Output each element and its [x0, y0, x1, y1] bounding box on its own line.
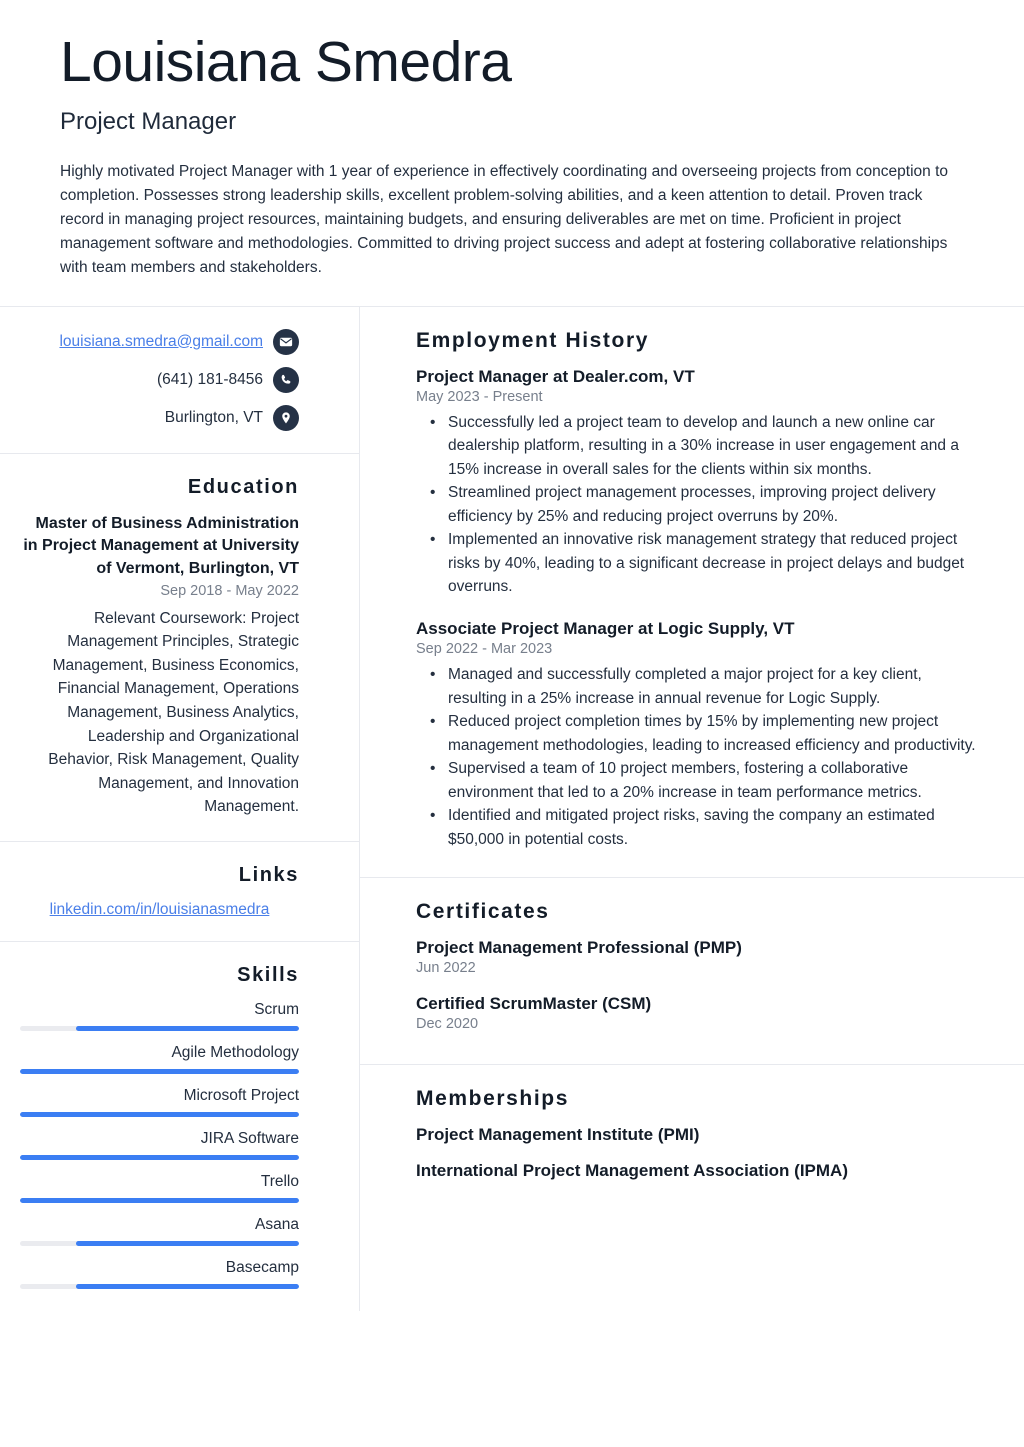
- skill-bar-track: [20, 1284, 299, 1289]
- skills-heading: Skills: [237, 963, 299, 986]
- certificate-entry: [416, 994, 984, 1032]
- certificate-title: Certified ScrumMaster (CSM): [416, 994, 652, 1014]
- skill-bar-fill: [76, 1026, 299, 1031]
- employment-bullet: • Successfully led a project team to develop and launch a new online car dealership platform, resulting in a 30% increase in user engagement and a 15% increase in overall sales for the clients within six months.: [448, 411, 984, 482]
- skill-bar-track: [20, 1198, 299, 1203]
- skill-bar-track: [20, 1155, 299, 1160]
- employment-bullet: • Reduced project completion times by 15% by implementing new project management methodologies, leading to increased efficiency and productivity.: [448, 710, 984, 757]
- main-column: [360, 307, 1024, 1311]
- links-heading: Links: [238, 863, 299, 886]
- skill-label: Trello: [260, 1172, 299, 1190]
- employment-bullet-list: [416, 411, 984, 599]
- education-degree: Master of Business Administration in Project Management at University of Vermont, Burlington, VT: [23, 514, 299, 578]
- candidate-job-title: Project Manager: [60, 107, 237, 135]
- professional-summary: Highly motivated Project Manager with 1 year of experience in effectively coordinating and overseeing projects from conception to completion. Possesses strong leadership skills, excellent problem-solving abilities, and a keen attention to detail. Proven track record in managing project resources, maintaining budgets, and ensuring deliverables are met on time. Proficient in project management software and methodologies. Committed to driving project success and adept at fostering collaborative relationships with team members and stakeholders.: [60, 162, 948, 276]
- memberships-heading: Memberships: [416, 1087, 569, 1111]
- links-block: [0, 841, 359, 941]
- skill-item: [20, 1044, 299, 1074]
- memberships-block: [360, 1064, 1024, 1207]
- email-link[interactable]: louisiana.smedra@gmail.com: [59, 332, 263, 350]
- skill-item: [20, 1259, 299, 1289]
- contact-block: [0, 307, 359, 453]
- education-block: [0, 453, 359, 841]
- employment-bullet: • Managed and successfully completed a major project for a key client, resulting in a 25% increase in annual revenue for Logic Supply.: [448, 663, 984, 710]
- employment-entries: [416, 367, 984, 852]
- skill-label: Microsoft Project: [183, 1086, 299, 1104]
- skill-item: [20, 1216, 299, 1246]
- envelope-icon: [273, 329, 299, 355]
- employment-bullet: • Identified and mitigated project risks, saving the company an estimated $50,000 in potential costs.: [448, 804, 984, 851]
- employment-bullet: • Implemented an innovative risk management strategy that reduced project risks by 40%, leading to a significant decrease in project delays and budget overruns.: [448, 528, 984, 599]
- certificate-date: Jun 2022: [416, 960, 476, 977]
- skill-item: [20, 1001, 299, 1031]
- employment-bullet: • Streamlined project management processes, improving project delivery efficiency by 25% and reducing project overruns by 20%.: [448, 481, 984, 528]
- skill-bar-track: [20, 1112, 299, 1117]
- skill-label: Scrum: [254, 1000, 299, 1018]
- sidebar-column: [0, 307, 360, 1311]
- education-heading: Education: [187, 475, 299, 498]
- candidate-name: Louisiana Smedra: [60, 30, 512, 94]
- employment-date: May 2023 - Present: [416, 388, 543, 405]
- skill-bar-track: [20, 1241, 299, 1246]
- education-description: Relevant Coursework: Project Management Principles, Strategic Management, Business Economics, Financial Management, Operations Management, Business Analytics, Leadership and Organizational Behavior, Risk Management, Quality Management, and Innovation Management.: [48, 609, 299, 816]
- membership-entry: International Project Management Association (IPMA): [416, 1161, 848, 1181]
- resume-header: [0, 0, 1024, 306]
- skill-bar-fill: [76, 1284, 299, 1289]
- contact-email-row[interactable]: [20, 329, 299, 355]
- skill-item: [20, 1087, 299, 1117]
- resume-body: [0, 307, 1024, 1311]
- contact-phone-row[interactable]: [20, 367, 299, 393]
- membership-entry: Project Management Institute (PMI): [416, 1125, 700, 1145]
- skill-item: [20, 1173, 299, 1203]
- employment-bullet-list: [416, 663, 984, 851]
- skill-bar-fill: [20, 1069, 299, 1074]
- phone-icon: [273, 367, 299, 393]
- skills-list: [20, 1001, 299, 1289]
- employment-entry: [416, 619, 984, 851]
- linkedin-link[interactable]: linkedin.com/in/louisianasmedra: [49, 900, 270, 918]
- skill-label: Basecamp: [225, 1258, 299, 1276]
- skill-label: Asana: [255, 1215, 299, 1233]
- memberships-entries: [416, 1125, 984, 1181]
- skills-block: [0, 941, 359, 1311]
- skill-label: Agile Methodology: [171, 1043, 299, 1061]
- skill-bar-track: [20, 1069, 299, 1074]
- map-pin-icon: [273, 405, 299, 431]
- employment-date: Sep 2022 - Mar 2023: [416, 641, 553, 657]
- skill-bar-fill: [20, 1112, 299, 1117]
- employment-heading: Employment History: [416, 328, 650, 352]
- employment-entry: [416, 367, 984, 599]
- skill-item: [20, 1130, 299, 1160]
- skill-bar-fill: [20, 1198, 299, 1203]
- employment-title: Project Manager at Dealer.com, VT: [416, 366, 695, 386]
- phone-number: (641) 181-8456: [157, 370, 263, 388]
- certificates-entries: [416, 938, 984, 1032]
- certificate-date: Dec 2020: [416, 1016, 479, 1033]
- certificate-entry: [416, 938, 984, 976]
- location-text: Burlington, VT: [164, 408, 263, 426]
- employment-bullet: • Supervised a team of 10 project members, fostering a collaborative environment that led to a 20% increase in team performance metrics.: [448, 757, 984, 804]
- skill-bar-track: [20, 1026, 299, 1031]
- certificates-heading: Certificates: [416, 900, 550, 924]
- skill-label: JIRA Software: [200, 1129, 299, 1147]
- certificate-title: Project Management Professional (PMP): [416, 938, 742, 958]
- skill-bar-fill: [76, 1241, 299, 1246]
- contact-location-row: [20, 405, 299, 431]
- skill-bar-fill: [20, 1155, 299, 1160]
- employment-title: Associate Project Manager at Logic Supply, VT: [416, 619, 795, 638]
- education-date: Sep 2018 - May 2022: [160, 582, 299, 599]
- certificates-block: [360, 877, 1024, 1064]
- employment-block: [360, 307, 1024, 878]
